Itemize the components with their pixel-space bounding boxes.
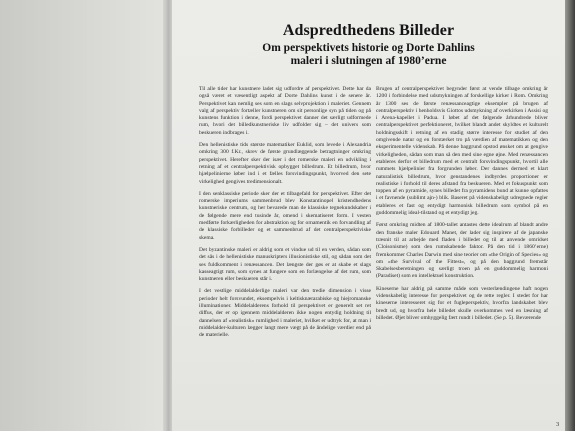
paragraph: Kineserne har aldrig på samme måde som vesterlændingene haft nogen videnskabelig interesse for perspektivet og de rette regler. I stedet for har kineserne interesseret sig for et fugleperspektiv, hvorfra landskabet blev bredt ud, og hvorfra hele billedet skulle overkommes ved en læsning af billedet. Øjet bliver omhyggelig fært rundt i billedet. (Se p. 5). Beværende — [376, 285, 548, 321]
text-column-left — [199, 86, 371, 422]
page-number: 3 — [556, 421, 560, 428]
paragraph: Den hellenistiske tids største matematiker Euklid, som levede i Alexandria omkring 300 f.Kr., skrev de første grundlæggende betragtninger omkring perspektivet. Herefter sker der især i det romerske maleri en udvikling i retning af et centralperspektivisk opbygget billedrum. Et billedrum, hvor hjælpelinierne løber ind i et fælles forsvindingspunkt, hvorved den sete virkelighed gengives tredimensionalt. — [199, 142, 371, 185]
text-column-right — [376, 86, 548, 422]
article-subtitle — [172, 42, 565, 67]
left-page — [0, 0, 165, 431]
paragraph: I den senklassiske periode sker der et tilbagefald for perspektivet. Efter det romerske imperiums sammenbrud blev Konstantinopel kristendhedens kunstneriske centrum, og her bevarede man de klassiske tegnekundskaber i de følgende mere end tusinde år, omend i skematiseret form. I vesten medførte forkærligheden for abstraktion og for ornamentik en forvandling af de klassiske forbilleder og et sammenbrud af det centralperspektiviske skema. — [199, 190, 371, 241]
paragraph: Først omkring midten af 1800-tallet antastes dette idealrum af blandt andre den franske maler Edouard Manet, der lader sig inspirere af de japanske træsnit til at arbejde med fladen i billedet og til at anvende omridset (Cloisonisme) som den rumskabende faktor. På den tid i 1860’erne) fremkommer Charles Darwin med sine teorier om »the Origin of Species« og om »the Survival of the Fittest«, og på den baggrund fremstår Skabelsesberetningen og særligt troen på en guddommelig harmoni (Paradiset) som en intellektuel konstruktion. — [376, 222, 548, 280]
article-heading — [172, 22, 565, 67]
page-edge — [565, 0, 575, 431]
subtitle-line-2: maleri i slutningen af 1980’erne — [290, 54, 447, 67]
subtitle-line-1: Om perspektivets historie og Dorte Dahlins — [262, 42, 475, 54]
paragraph: Til alle tider har kunstnere ladet sig udfordre af perspektivet. Dette har da også været et væsentligt aspekt af Dorte Dahlins kunst i de senere år. Perspektivet kan nemlig ses som en slags selvprojektion i maleriet. Gennem valg af perspektiv fortæller kunstneren om sit personlige syn på tiden og på kunstens funktion i denne, fordi perspektivet danner det særligt udformede rum, hvori det billedkunstneriske liv udfolder sig – det univers som beskueren indbrages i. — [199, 86, 371, 136]
paragraph: Det byzantinske maleri er aldrig som et vindue ud til en verden, sådan som det sås i de hellenistiske manuskripters illusionistiske stil, og sådan som det ses fuldkomment i renæssancen. Det længste der gøs er at skabe et slags kasseagtigt rum, som synes at fungere som en forlængelse af det rum, som kunstneren eller beskueren står i. — [199, 246, 371, 283]
article-title: Adspredthedens Billeder — [282, 22, 455, 39]
paragraph: Brugen af centralperspektivet begynder først at vende tilbage omkring år 1200 i forbindelse med udsmykningen af forskellige kirker i Rom. Omkring år 1300 ses de første renæssanceagtige eksempler på brugen af centralperspektiv i henholdsvis Giottos udsmykning af overkirken i Assisi og i Arena-kapellet i Padua. I løbet af det følgende århundrede bliver centralperspektivet perfektioneret, hvilket blandt andet skyldtes et kulturelt holdningsskift i retning af en stadig større interesse for studiet af den omgivende natur og en forstærket tro på værdien af matematikken og den eksperimentelle videnskab. På denne baggrund opstod ønsket om at gengive virkeligheden, sådan som man så den med sine egne øjne. Med renæssancen etableres derfor et billedrum med et centralt forsvindingspunkt, hvortil alle rummets hjælpelinier fra forgrunden løber. Der dannes dermed et klart naturalistisk billedrum, hvor genstandenes indbyrdes proportioner er realistiske i forhold til deres afstand fra beskueren. Med et fokuspunkt som toppen af en pyramide, synes billedet fra pyramidens bund at kunne opfattes i et favnende (sublimt ajn-) blik. Baseret på videnskabeligt udregnede regler etableres et fast og entydigt harmonisk billedrum som symbol på en guddommelig ideal-tilstand og et entydigt jeg. — [376, 86, 548, 217]
paragraph: I det vestlige middelalderlige maleri var den tredie dimension i visse perioder helt forsvundet, eksempelvis i keltisknærarabiske og hiejromanske illuminationer. Middelalderens forhold til perspektivet er generelt set ret diffus, der er op igennem middelalderen ikke nogen entydig holdning til dannelsen af »realistisk« rumlighed i maleriet, hvilket er udtryk for, at man i middelalder-kulturen lægger langt mere vægt på de åndelige værdier end på de materielle. — [199, 288, 371, 339]
